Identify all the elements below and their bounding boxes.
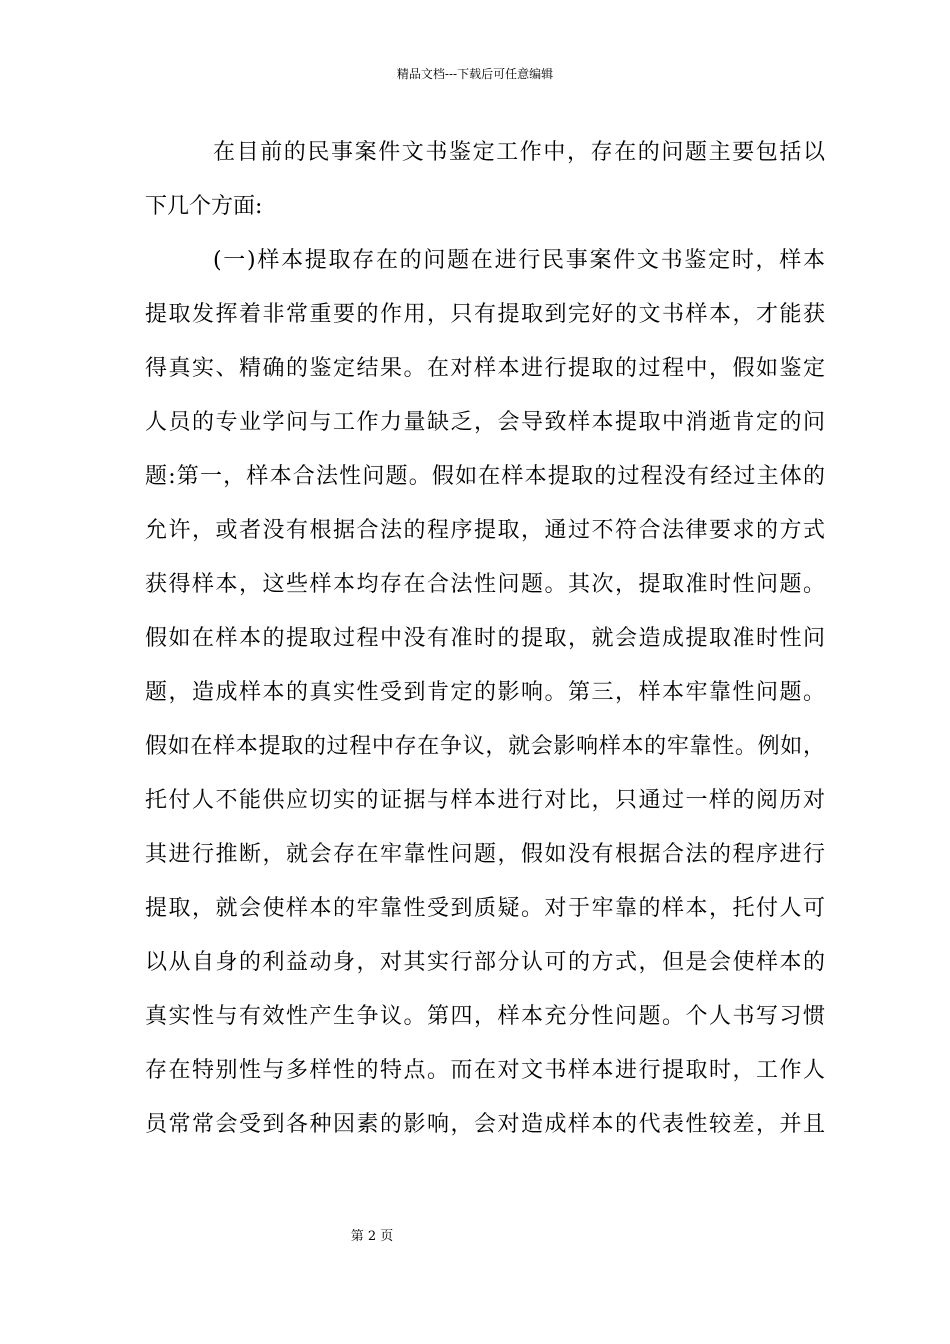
paragraph-line: 真实性与有效性产生争议。第四，样本充分性问题。个人书写习惯: [145, 1004, 825, 1029]
paragraph-line: 以从自身的利益动身，对其实行部分认可的方式，但是会使样本的: [145, 950, 825, 975]
paragraph-line: 获得样本，这些样本均存在合法性问题。其次，提取准时性问题。: [145, 572, 825, 597]
paragraph-line: 题，造成样本的真实性受到肯定的影响。第三，样本牢靠性问题。: [145, 680, 825, 705]
paragraph-line: 得真实、精确的鉴定结果。在对样本进行提取的过程中，假如鉴定: [145, 356, 825, 381]
page-header: 精品文档---下载后可任意编辑: [396, 67, 554, 81]
paragraph-line: 提取发挥着非常重要的作用，只有提取到完好的文书样本，才能获: [145, 302, 825, 327]
paragraph-line: 托付人不能供应切实的证据与样本进行对比，只通过一样的阅历对: [145, 788, 825, 813]
paragraph-line: 员常常会受到各种因素的影响，会对造成样本的代表性较差，并且: [145, 1112, 825, 1137]
paragraph-line: 下几个方面:: [145, 194, 263, 219]
page-number: 第 2 页: [350, 1229, 394, 1244]
document-body: [145, 130, 825, 1156]
paragraph-line: 在目前的民事案件文书鉴定工作中，存在的问题主要包括以: [213, 140, 825, 165]
paragraph-line: 存在特别性与多样性的特点。而在对文书样本进行提取时，工作人: [145, 1058, 825, 1083]
paragraph-line: 允许，或者没有根据合法的程序提取，通过不符合法律要求的方式: [145, 518, 825, 543]
paragraph-line: 假如在样本的提取过程中没有准时的提取，就会造成提取准时性问: [145, 626, 825, 651]
paragraph-line: 假如在样本提取的过程中存在争议，就会影响样本的牢靠性。例如，: [145, 734, 825, 759]
paragraph-line: 人员的专业学问与工作力量缺乏，会导致样本提取中消逝肯定的问: [145, 410, 825, 435]
paragraph-line: 其进行推断，就会存在牢靠性问题，假如没有根据合法的程序进行: [145, 842, 825, 867]
paragraph-line: (一)样本提取存在的问题在进行民事案件文书鉴定时，样本: [213, 248, 825, 273]
paragraph-line: 提取，就会使样本的牢靠性受到质疑。对于牢靠的样本，托付人可: [145, 896, 825, 921]
paragraph-line: 题:第一，样本合法性问题。假如在样本提取的过程没有经过主体的: [145, 464, 825, 489]
